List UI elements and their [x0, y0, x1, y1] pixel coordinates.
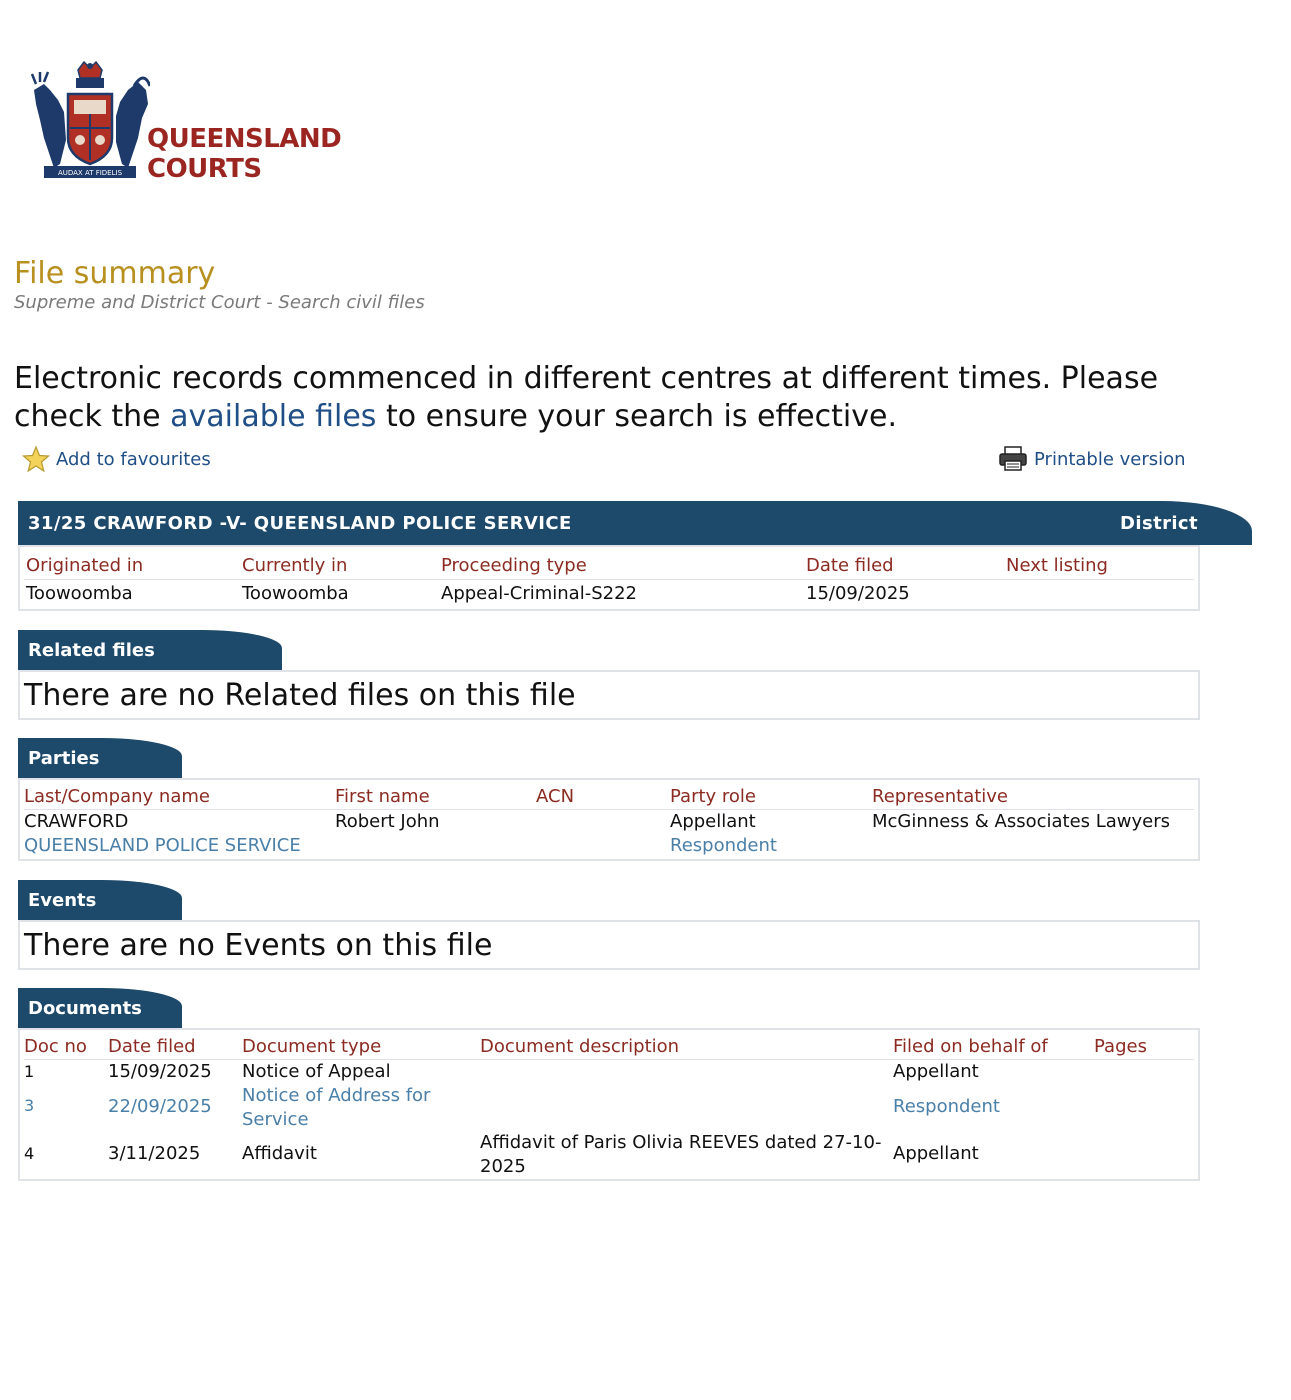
doc-filed-on-behalf-of: Appellant — [893, 1143, 979, 1164]
documents-table — [18, 1028, 1200, 1181]
party-first-name: Robert John — [335, 811, 440, 832]
events-empty-message: There are no Events on this file — [24, 928, 493, 963]
header-next-listing: Next listing — [1006, 555, 1108, 576]
doc-type: Affidavit — [242, 1143, 317, 1164]
logo-text-courts: COURTS — [147, 154, 262, 184]
header-document-description: Document description — [480, 1036, 680, 1057]
header-divider — [24, 1059, 1194, 1060]
page-subtitle: Supreme and District Court - Search civil files — [14, 292, 425, 313]
header-last-company-name: Last/Company name — [24, 786, 210, 807]
header-doc-no: Doc no — [24, 1036, 87, 1057]
doc-number: 3 — [24, 1096, 35, 1115]
party-role: Appellant — [670, 811, 756, 832]
header-acn: ACN — [536, 786, 575, 807]
doc-filed-on-behalf-of: Appellant — [893, 1061, 979, 1082]
doc-date-filed: 15/09/2025 — [108, 1061, 212, 1082]
parties-table — [18, 778, 1200, 861]
header-currently-in: Currently in — [242, 555, 348, 576]
doc-type: Notice of Address for Service — [242, 1085, 431, 1130]
header-divider — [24, 809, 1194, 810]
value-proceeding-type: Appeal-Criminal-S222 — [441, 583, 637, 604]
search-notice — [14, 360, 1244, 436]
printable-version-label: Printable version — [1034, 448, 1186, 470]
doc-type: Notice of Appeal — [242, 1061, 391, 1082]
tab-events: Events — [18, 880, 182, 920]
events-box — [18, 920, 1200, 970]
doc-filed-on-behalf-of: Respondent — [893, 1096, 1000, 1117]
value-currently-in: Toowoomba — [242, 583, 349, 604]
file-title-bar — [18, 501, 1252, 545]
doc-date-filed: 3/11/2025 — [108, 1143, 201, 1164]
doc-date-filed: 22/09/2025 — [108, 1096, 212, 1117]
printable-version-link[interactable] — [998, 444, 1186, 474]
header-representative: Representative — [872, 786, 1009, 807]
value-originated-in: Toowoomba — [26, 583, 133, 604]
related-files-empty-message: There are no Related files on this file — [24, 678, 576, 713]
queensland-courts-logo[interactable] — [30, 60, 350, 190]
tab-documents: Documents — [18, 988, 182, 1028]
header-originated-in: Originated in — [26, 555, 144, 576]
add-to-favourites-link[interactable] — [22, 444, 211, 474]
notice-text-before: Electronic records commenced in different centres at different times. Please check the — [14, 361, 1159, 434]
available-files-link[interactable]: available files — [170, 399, 377, 434]
party-representative: McGinness & Associates Lawyers — [872, 811, 1171, 832]
value-date-filed: 15/09/2025 — [806, 583, 910, 604]
header-filed-on-behalf-of: Filed on behalf of — [893, 1036, 1048, 1057]
logo-motto: AUDAX AT FIDELIS — [57, 169, 123, 177]
header-divider — [24, 579, 1194, 580]
party-role: Respondent — [670, 835, 777, 856]
header-date-filed: Date filed — [108, 1036, 196, 1057]
doc-number: 1 — [24, 1062, 35, 1081]
tab-parties: Parties — [18, 738, 182, 778]
header-party-role: Party role — [670, 786, 757, 807]
notice-text-after: to ensure your search is effective. — [376, 399, 897, 434]
file-details-table — [18, 545, 1200, 611]
coat-of-arms-icon — [30, 60, 150, 182]
add-to-favourites-label: Add to favourites — [56, 448, 211, 470]
star-icon — [22, 445, 50, 473]
file-title: 31/25 CRAWFORD -V- QUEENSLAND POLICE SERVICE — [28, 512, 572, 534]
page-title: File summary — [14, 256, 216, 291]
header-proceeding-type: Proceeding type — [441, 555, 587, 576]
header-date-filed: Date filed — [806, 555, 894, 576]
related-files-box — [18, 670, 1200, 720]
court-level: District — [1120, 512, 1198, 534]
logo-text-queensland: QUEENSLAND — [147, 124, 342, 154]
doc-number: 4 — [24, 1144, 35, 1163]
tab-related-files: Related files — [18, 630, 282, 670]
party-name: QUEENSLAND POLICE SERVICE — [24, 835, 301, 856]
party-name: CRAWFORD — [24, 811, 129, 832]
header-first-name: First name — [335, 786, 430, 807]
doc-description: Affidavit of Paris Olivia REEVES dated 27-10-2025 — [480, 1132, 882, 1177]
header-document-type: Document type — [242, 1036, 382, 1057]
printer-icon — [998, 446, 1028, 472]
header-pages: Pages — [1094, 1036, 1147, 1057]
